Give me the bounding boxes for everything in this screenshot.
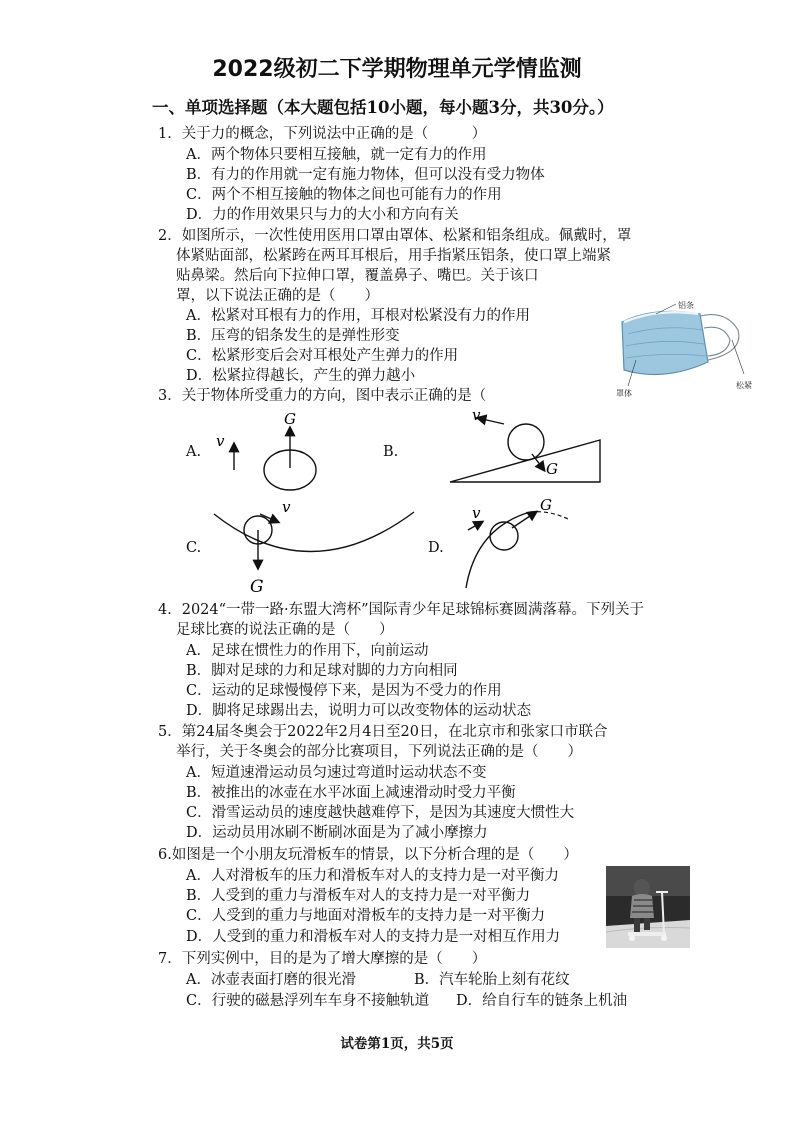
q3-b-velocity-label: v <box>472 406 481 424</box>
q3-a-velocity-label: v <box>216 432 225 450</box>
q7-stem: 7．下列实例中，目的是为了增大摩擦的是（ ） <box>158 951 487 967</box>
scooter-photo <box>606 866 690 948</box>
q4-stem-line-2: 足球比赛的说法正确的是（ ） <box>176 622 394 638</box>
q4-option-a: A．足球在惯性力的作用下，向前运动 <box>186 643 429 659</box>
mask-label-aluminum: 铝条 <box>678 301 694 310</box>
q1-option-b: B．有力的作用就一定有施力物体，但可以没有受力物体 <box>186 167 545 183</box>
q3-figure-a <box>216 410 316 490</box>
q6-option-b: B．人受到的重力与滑板车对人的支持力是一对平衡力 <box>186 888 531 904</box>
q3-option-c-label: C. <box>186 540 202 556</box>
section-heading: 一、单项选择题（本大题包括10小题，每小题3分，共30分。） <box>152 98 614 117</box>
q7-option-c: C．行驶的磁悬浮列车车身不接触轨道 <box>186 993 430 1009</box>
q2-stem-line-1: 2．如图所示，一次性使用医用口罩由罩体、松紧和铝条组成。佩戴时，罩 <box>158 228 632 244</box>
q3-figures <box>200 402 620 602</box>
q2-option-a: A．松紧对耳根有力的作用，耳根对松紧没有力的作用 <box>186 308 530 324</box>
q6-option-d: D．人受到的重力和滑板车对人的支持力是一对相互作用力 <box>186 929 561 945</box>
q3-d-gravity-label: G <box>540 496 552 514</box>
q7-option-a: A．冰壶表面打磨的很光滑 <box>186 972 356 988</box>
mask-label-elastic: 松紧 <box>736 381 752 390</box>
q3-option-d-label: D. <box>428 540 444 556</box>
page-footer: 试卷第1页，共5页 <box>340 1036 454 1052</box>
q3-d-velocity-label: v <box>472 504 481 522</box>
q2-option-c: C．松紧形变后会对耳根处产生弹力的作用 <box>186 348 459 364</box>
q3-figure-c <box>214 498 414 597</box>
q7-option-d: D．给自行车的链条上机油 <box>456 993 628 1009</box>
q4-option-d: D．脚将足球踢出去，说明力可以改变物体的运动状态 <box>186 703 532 719</box>
q2-option-b: B．压弯的铝条发生的是弹性形变 <box>186 328 400 344</box>
q1-option-a: A．两个物体只要相互接触，就一定有力的作用 <box>186 147 487 163</box>
q3-a-gravity-label: G <box>284 410 296 428</box>
q7-option-b: B．汽车轮胎上刻有花纹 <box>414 972 570 988</box>
q2-option-d: D．松紧拉得越长，产生的弹力越小 <box>186 368 416 384</box>
q2-stem-line-4: 罩，以下说法正确的是（ ） <box>176 288 379 304</box>
q2-stem-line-2: 体紧贴面部，松紧跨在两耳耳根后，用手指紧压铝条，使口罩上端紧 <box>176 248 611 264</box>
q3-b-gravity-label: G <box>546 460 558 478</box>
q5-option-c: C．滑雪运动员的速度越快越难停下，是因为其速度大惯性大 <box>186 805 575 821</box>
q2-stem-line-3: 贴鼻梁。然后向下拉伸口罩，覆盖鼻子、嘴巴。关于该口 <box>176 268 539 284</box>
q4-option-b: B．脚对足球的力和足球对脚的力方向相同 <box>186 663 458 679</box>
q1-stem: 1．关于力的概念，下列说法中正确的是（ ） <box>158 126 487 142</box>
q3-stem: 3．关于物体所受重力的方向，图中表示正确的是（ <box>158 388 487 404</box>
q6-option-a: A．人对滑板车的压力和滑板车对人的支持力是一对平衡力 <box>186 868 559 884</box>
mask-figure <box>614 300 774 400</box>
q6-stem: 6.如图是一个小朋友玩滑板车的情景，以下分析合理的是（ ） <box>158 847 578 863</box>
q3-figure-b <box>450 406 600 482</box>
q3-option-b-label: B. <box>383 444 399 460</box>
mask-label-body: 罩体 <box>616 389 632 398</box>
q5-stem-line-1: 5．第24届冬奥会于2022年2月4日至20日，在北京市和张家口市联合 <box>158 724 608 740</box>
q3-option-a-label: A. <box>186 444 202 460</box>
q1-option-d: D．力的作用效果只与力的大小和方向有关 <box>186 207 459 223</box>
q5-option-d: D．运动员用冰刷不断刷冰面是为了减小摩擦力 <box>186 825 488 841</box>
q3-c-velocity-label: v <box>282 498 291 516</box>
q1-option-c: C．两个不相互接触的物体之间也可能有力的作用 <box>186 187 502 203</box>
q4-option-c: C．运动的足球慢慢停下来，是因为不受力的作用 <box>186 683 502 699</box>
q5-option-a: A．短道速滑运动员匀速过弯道时运动状态不变 <box>186 765 487 781</box>
page-title: 2022级初二下学期物理单元学情监测 <box>212 57 582 82</box>
q4-stem-line-1: 4．2024“一带一路·东盟大湾杯”国际青少年足球锦标赛圆满落幕。下列关于 <box>158 602 645 618</box>
q5-stem-line-2: 举行，关于冬奥会的部分比赛项目，下列说法正确的是（ ） <box>176 744 582 760</box>
q6-option-c: C．人受到的重力与地面对滑板车的支持力是一对平衡力 <box>186 908 546 924</box>
q3-figure-d <box>466 496 570 588</box>
q3-c-gravity-label: G <box>250 577 264 597</box>
q5-option-b: B．被推出的冰壶在水平冰面上减速滑动时受力平衡 <box>186 785 516 801</box>
